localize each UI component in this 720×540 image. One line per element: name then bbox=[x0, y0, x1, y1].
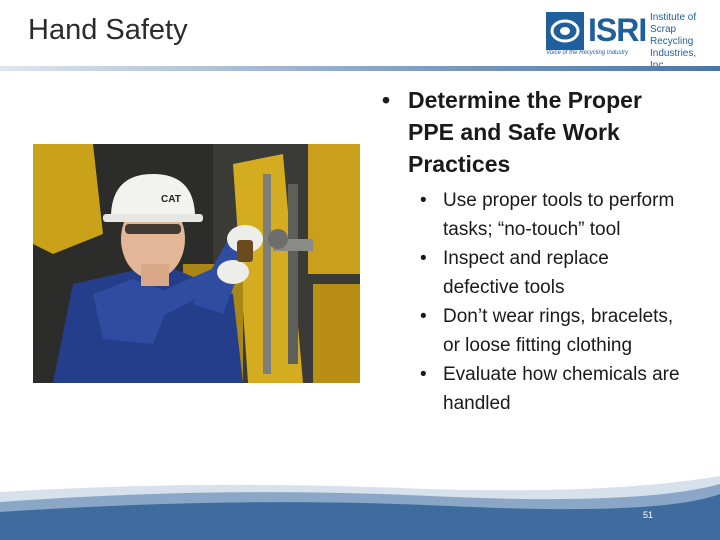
bullet-icon: • bbox=[382, 87, 391, 113]
sub-bullet bbox=[380, 302, 680, 360]
sub-bullet-text: Inspect and replace defective tools bbox=[443, 248, 609, 298]
logo-org-line: Institute of bbox=[650, 12, 697, 23]
bullet-icon: • bbox=[420, 190, 427, 211]
sub-bullet-text: Use proper tools to perform tasks; “no-touch” tool bbox=[443, 190, 675, 240]
logo-org-line: Scrap Recycling bbox=[650, 24, 694, 47]
bullet-icon: • bbox=[420, 306, 427, 327]
header-divider bbox=[0, 66, 720, 71]
helmet-label: CAT bbox=[161, 194, 181, 205]
logo-org-line: Industries, bbox=[650, 48, 697, 59]
sub-bullet-text: Evaluate how chemicals are handled bbox=[443, 364, 680, 414]
footer-wave bbox=[0, 470, 720, 540]
main-bullet bbox=[380, 84, 680, 180]
logo-wordmark: ISRI bbox=[588, 12, 647, 48]
sub-bullet bbox=[380, 186, 680, 244]
sub-bullet-list bbox=[380, 186, 680, 418]
logo-organization-name bbox=[650, 12, 714, 72]
worker-photo bbox=[33, 144, 360, 383]
isri-logo bbox=[546, 10, 712, 58]
bullet-icon: • bbox=[420, 248, 427, 269]
bullet-icon: • bbox=[420, 364, 427, 385]
logo-tagline: Voice of the Recycling Industry bbox=[546, 50, 629, 56]
sub-bullet bbox=[380, 244, 680, 302]
isri-logo-icon bbox=[546, 12, 584, 50]
main-bullet-text: Determine the Proper PPE and Safe Work Practices bbox=[408, 87, 642, 177]
sub-bullet bbox=[380, 360, 680, 418]
page-number: 51 bbox=[643, 510, 654, 520]
slide-title: Hand Safety bbox=[28, 14, 188, 46]
slide-content bbox=[380, 84, 680, 418]
sub-bullet-text: Don’t wear rings, bracelets, or loose fitting clothing bbox=[443, 306, 674, 356]
